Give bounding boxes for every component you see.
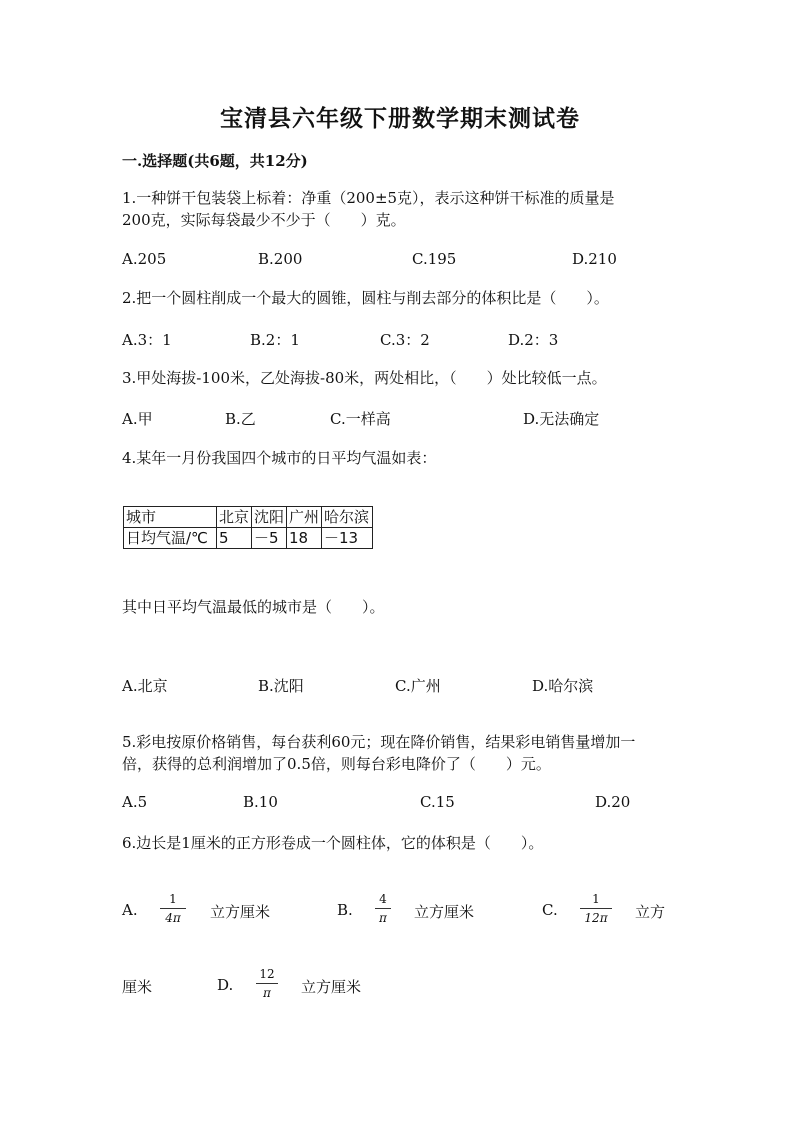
question-2-text: 2.把一个圆柱削成一个最大的圆锥，圆柱与削去部分的体积比是（ ）。 — [122, 289, 609, 307]
table-row — [124, 507, 373, 528]
question-4-option-a[interactable]: A.北京 — [122, 677, 168, 695]
table-cell: 哈尔滨 — [322, 507, 373, 528]
question-2-option-d[interactable]: D.2：3 — [508, 331, 559, 349]
fraction-denominator: π — [379, 911, 387, 925]
table-cell: 沈阳 — [252, 507, 287, 528]
section-heading: 一.选择题(共6题，共12分) — [122, 152, 308, 170]
question-1-option-c[interactable]: C.195 — [412, 250, 457, 268]
page-title: 宝清县六年级下册数学期末测试卷 — [220, 105, 580, 132]
table-cell: －5 — [252, 528, 287, 549]
question-3-option-c[interactable]: C.一样高 — [330, 410, 391, 428]
fraction-numerator: 12 — [259, 967, 275, 981]
option-b-unit: 立方厘米 — [414, 903, 475, 921]
fraction-denominator: 12π — [584, 911, 608, 925]
fraction-bar — [160, 908, 186, 909]
fraction-numerator: 1 — [592, 892, 600, 906]
fraction-bar — [580, 908, 612, 909]
question-1-option-d[interactable]: D.210 — [572, 250, 617, 268]
question-4-option-d[interactable]: D.哈尔滨 — [532, 677, 594, 695]
question-5-option-d[interactable]: D.20 — [595, 793, 631, 811]
question-5-line-2: 倍，获得的总利润增加了0.5倍，则每台彩电降价了（ ）元。 — [122, 755, 551, 773]
question-3-option-b[interactable]: B.乙 — [225, 410, 256, 428]
fraction-numerator: 4 — [379, 892, 387, 906]
question-6-option-d[interactable]: D. — [217, 976, 234, 994]
table-cell: 日均气温/℃ — [124, 528, 217, 549]
fraction-bar — [375, 908, 391, 909]
table-cell: 北京 — [217, 507, 252, 528]
option-a-unit: 立方厘米 — [210, 903, 271, 921]
question-4-option-b[interactable]: B.沈阳 — [258, 677, 304, 695]
question-4-followup: 其中日平均气温最低的城市是（ ）。 — [122, 598, 385, 616]
question-6-option-a[interactable]: A. — [122, 901, 138, 919]
table-cell: 城市 — [124, 507, 217, 528]
question-6-text: 6.边长是1厘米的正方形卷成一个圆柱体，它的体积是（ ）。 — [122, 834, 544, 852]
table-cell: 广州 — [287, 507, 322, 528]
fraction-b — [375, 892, 391, 925]
fraction-d — [256, 967, 278, 1000]
question-2-option-b[interactable]: B.2：1 — [250, 331, 300, 349]
question-1-line-2: 200克，实际每袋最少不少于（ ）克。 — [122, 211, 406, 229]
question-1-option-b[interactable]: B.200 — [258, 250, 303, 268]
option-c-unit: 立方 — [635, 903, 666, 921]
fraction-numerator: 1 — [169, 892, 177, 906]
table-cell: 5 — [217, 528, 252, 549]
question-5-line-1: 5.彩电按原价格销售，每台获利60元；现在降价销售，结果彩电销售量增加一 — [122, 733, 636, 751]
option-d-unit: 立方厘米 — [301, 978, 362, 996]
fraction-c — [580, 892, 612, 925]
table-cell: 18 — [287, 528, 322, 549]
question-5-option-c[interactable]: C.15 — [420, 793, 455, 811]
question-2-option-c[interactable]: C.3：2 — [380, 331, 430, 349]
question-6-option-c[interactable]: C. — [542, 901, 558, 919]
question-1-option-a[interactable]: A.205 — [122, 250, 167, 268]
question-4-text: 4.某年一月份我国四个城市的日平均气温如表： — [122, 449, 437, 467]
question-2-option-a[interactable]: A.3：1 — [122, 331, 172, 349]
question-5-option-b[interactable]: B.10 — [243, 793, 278, 811]
table-row — [124, 528, 373, 549]
question-3-option-a[interactable]: A.甲 — [122, 410, 153, 428]
temperature-table — [123, 506, 373, 549]
fraction-a — [160, 892, 186, 925]
question-1-line-1: 1.一种饼干包装袋上标着：净重（200±5克），表示这种饼干标准的质量是 — [122, 189, 615, 207]
question-5-option-a[interactable]: A.5 — [122, 793, 148, 811]
question-4-option-c[interactable]: C.广州 — [395, 677, 441, 695]
fraction-denominator: π — [263, 986, 271, 1000]
fraction-denominator: 4π — [165, 911, 181, 925]
option-c-unit-wrap: 厘米 — [122, 978, 153, 996]
fraction-bar — [256, 983, 278, 984]
question-3-text: 3.甲处海拔-100米，乙处海拔-80米，两处相比，（ ）处比较低一点。 — [122, 369, 607, 387]
question-6-option-b[interactable]: B. — [337, 901, 353, 919]
question-3-option-d[interactable]: D.无法确定 — [523, 410, 600, 428]
table-cell: －13 — [322, 528, 373, 549]
